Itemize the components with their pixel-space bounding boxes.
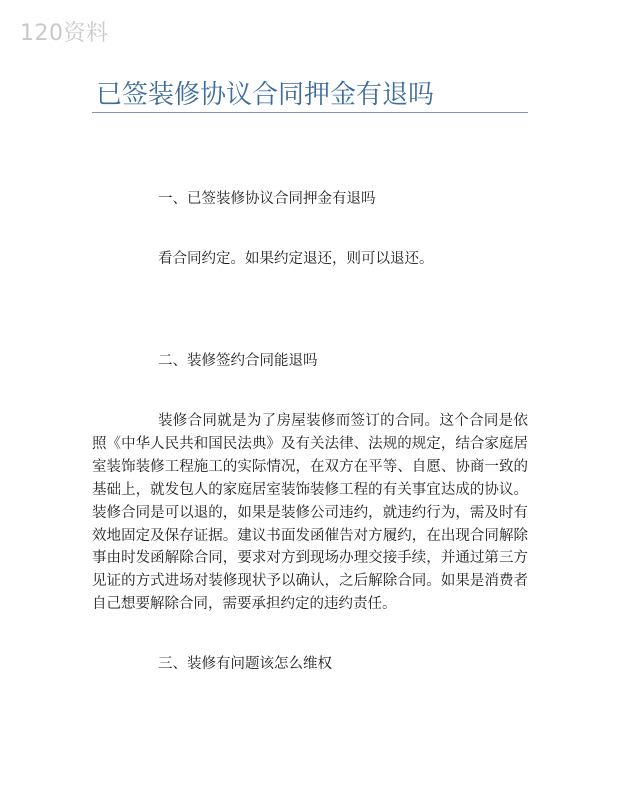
title-divider [92,112,528,113]
section-heading-3: 三、装修有问题该怎么维权 [158,656,332,672]
watermark: 120资料 [20,21,109,46]
page-title: 已签装修协议合同押金有退吗 [96,80,435,110]
section-body-1: 看合同约定。如果约定退还，则可以退还。 [158,251,434,267]
section-heading-2: 二、装修签约合同能退吗 [158,353,318,369]
section-heading-1: 一、已签装修协议合同押金有退吗 [158,191,376,207]
section-body-2: 装修合同就是为了房屋装修而签订的合同。这个合同是依照《中华人民共和国民法典》及有关法律、法规的规定，结合家庭居室装饰装修工程施工的实际情况，在双方在平等、自愿、协商一致的基础上，就发包人的家庭居室装饰装修工程的有关事宜达成的协议。装修合同是可以退的，如果是装修公司违约，就违约行为，需及时有效地固定及保存证据。建议书面发函催告对方履约，在出现合同解除事由时发函解除合同，要求对方到现场办理交接手续，并通过第三方见证的方式进场对装修现状予以确认，之后解除合同。如果是消费者自己想要解除合同，需要承担约定的违约责任。 [92,413,528,613]
